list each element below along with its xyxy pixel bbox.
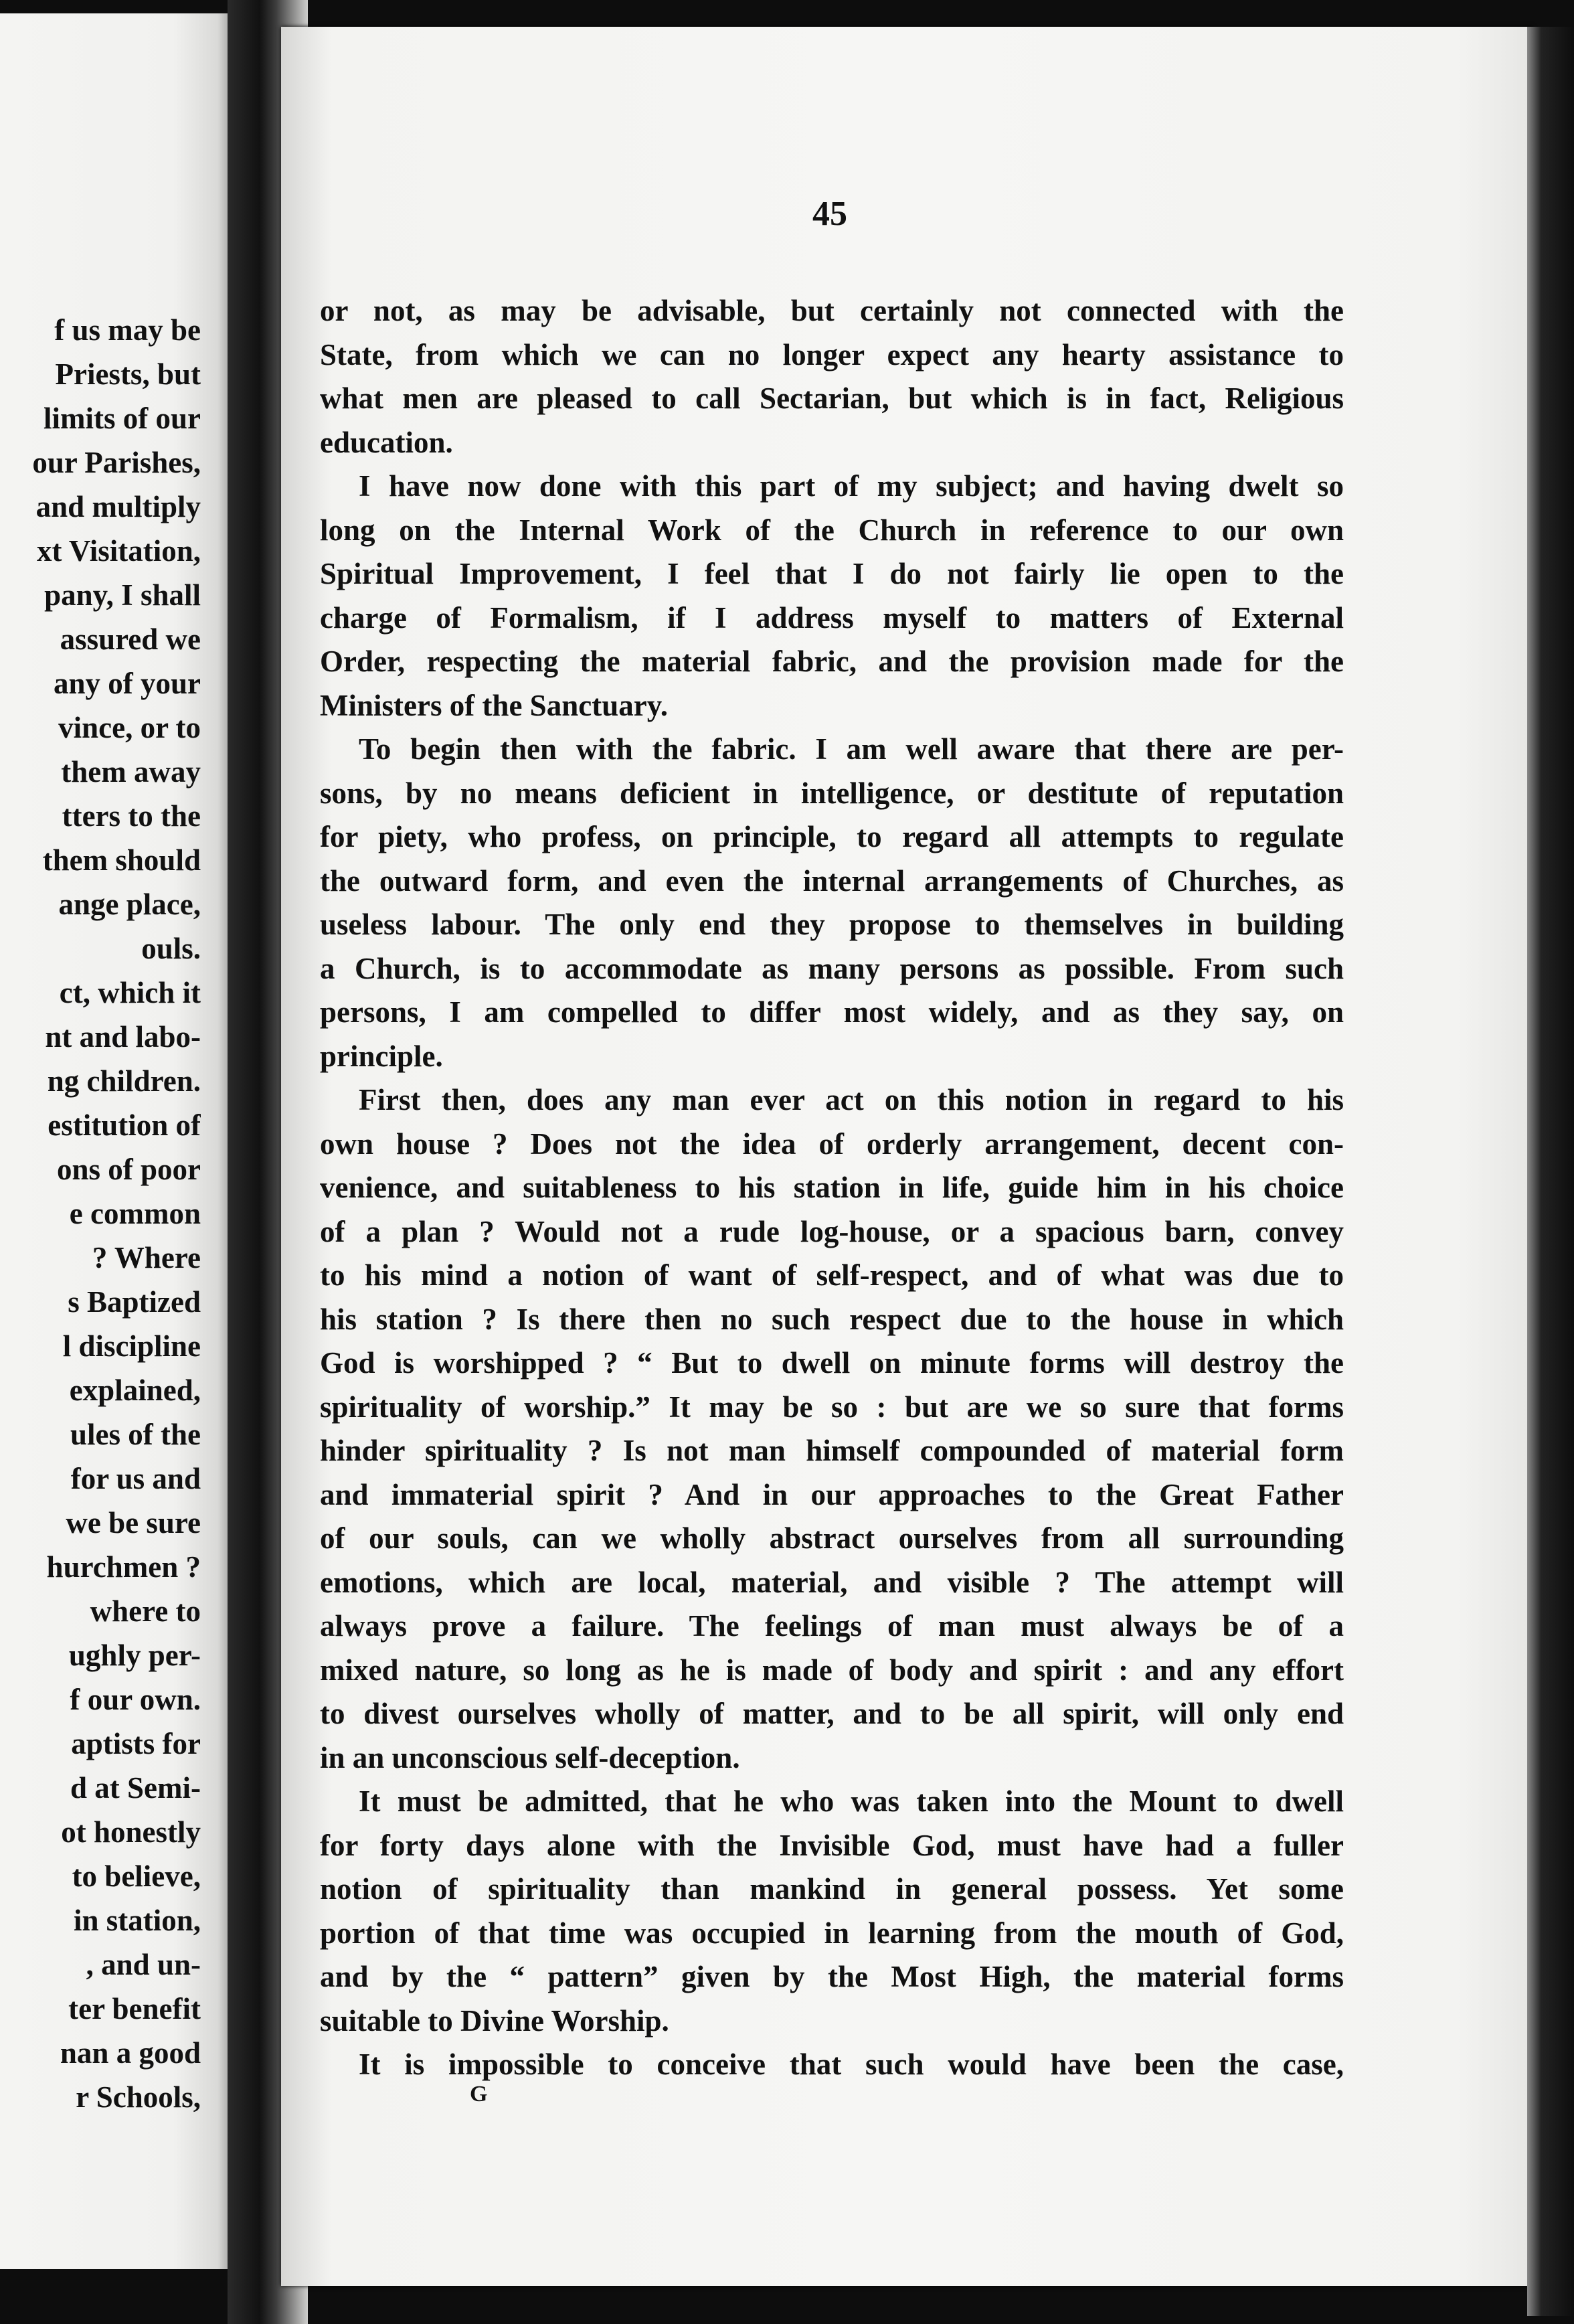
previous-page-line: for us and <box>70 1462 201 1495</box>
previous-page-line: ? Where <box>92 1241 201 1274</box>
paragraph <box>320 1078 1344 1780</box>
previous-page-line: ons of poor <box>56 1153 201 1186</box>
previous-page-line: them should <box>42 843 201 877</box>
previous-page-line: ot honestly <box>61 1815 201 1849</box>
previous-page-line: ange place, <box>58 888 201 921</box>
previous-page-line: assured we <box>60 622 201 656</box>
previous-page-line: tters to the <box>62 799 201 833</box>
text-line: Ministers of the Sanctuary. <box>320 688 668 722</box>
previous-page-line: our Parishes, <box>32 446 201 479</box>
text-line: always prove a failure. The feelings of man must always be of a <box>320 1609 1344 1643</box>
previous-page-line: to believe, <box>72 1859 201 1893</box>
previous-page-line: in station, <box>73 1904 201 1937</box>
previous-page-line: ouls. <box>141 932 201 965</box>
previous-page-line: limits of our <box>43 402 201 435</box>
previous-page-line: explained, <box>69 1374 201 1407</box>
text-line: It is impossible to conceive that such would have been the case, <box>359 2048 1344 2081</box>
paragraph <box>320 1780 1344 2043</box>
paragraph <box>320 728 1344 1078</box>
text-line: emotions, which are local, material, and visible ? The attempt will <box>320 1565 1344 1599</box>
page-body-text <box>320 289 1344 2087</box>
paragraph <box>320 465 1344 728</box>
text-line: for forty days alone with the Invisible God, must have had a fuller <box>320 1828 1344 1862</box>
previous-page-line: nan a good <box>60 2036 201 2070</box>
previous-page-line: r Schools, <box>76 2080 201 2114</box>
text-line: I have now done with this part of my subject; and having dwelt so <box>359 469 1344 503</box>
text-line: venience, and suitableness to his station in life, guide him in his choice <box>320 1171 1344 1204</box>
previous-page-line: vince, or to <box>58 711 201 744</box>
previous-page-line: any of your <box>53 667 201 700</box>
text-line: of our souls, can we wholly abstract ourselves from all surrounding <box>320 1521 1344 1555</box>
text-line: and immaterial spirit ? And in our approaches to the Great Father <box>320 1477 1344 1511</box>
text-line: what men are pleased to call Sectarian, but which is in fact, Religious <box>320 382 1344 415</box>
text-line: mixed nature, so long as he is made of body and spirit : and any effort <box>320 1653 1344 1687</box>
text-line: sons, by no means deficient in intelligence, or destitute of reputation <box>320 776 1344 810</box>
page-edge-shadow <box>1527 27 1574 2316</box>
previous-page-line: ter benefit <box>68 1992 201 2025</box>
previous-page-line: nt and labo- <box>45 1020 201 1054</box>
text-line: portion of that time was occupied in learning from the mouth of God, <box>320 1916 1344 1950</box>
page-number: 45 <box>812 195 847 233</box>
text-line: State, from which we can no longer expect any hearty assistance to <box>320 337 1344 371</box>
text-line: charge of Formalism, if I address myself to matters of External <box>320 600 1344 635</box>
previous-page-line: estitution of <box>48 1108 201 1142</box>
signature-mark: G <box>470 2082 488 2106</box>
text-line: God is worshipped ? “ But to dwell on minute forms will destroy the <box>320 1346 1344 1380</box>
text-line: To begin then with the fabric. I am well aware that there are per- <box>359 732 1344 766</box>
text-line: Spiritual Improvement, I feel that I do not fairly lie open to the <box>320 557 1344 590</box>
text-line: principle. <box>320 1039 443 1073</box>
text-line: for piety, who profess, on principle, to regard all attempts to regulate <box>320 820 1344 853</box>
text-line: in an unconscious self-deception. <box>320 1740 740 1774</box>
previous-page-line: them away <box>61 755 201 788</box>
text-line: spirituality of worship.” It may be so : but are we so sure that forms <box>320 1390 1344 1424</box>
previous-page-line: where to <box>90 1594 201 1628</box>
text-line: his station ? Is there then no such respect due to the house in which <box>320 1302 1344 1336</box>
previous-page-line: hurchmen ? <box>46 1550 201 1584</box>
previous-page-line: aptists for <box>71 1727 201 1760</box>
previous-page-line: pany, I shall <box>44 578 201 612</box>
previous-page-line: f our own. <box>70 1683 201 1716</box>
text-line: notion of spirituality than mankind in general possess. Yet some <box>320 1872 1344 1906</box>
paragraph <box>320 2043 1344 2087</box>
text-line: or not, as may be advisable, but certainly not connected with the <box>320 294 1344 327</box>
text-line: hinder spirituality ? Is not man himself compounded of material form <box>320 1434 1344 1467</box>
previous-page-line: ules of the <box>70 1418 201 1451</box>
text-line: persons, I am compelled to differ most widely, and as they say, on <box>320 995 1344 1029</box>
previous-page-line: s Baptized <box>68 1285 201 1319</box>
text-line: to divest ourselves wholly of matter, and to be all spirit, will only end <box>320 1697 1344 1730</box>
text-line: of a plan ? Would not a rude log-house, or a spacious barn, convey <box>320 1214 1344 1248</box>
text-line: suitable to Divine Worship. <box>320 2003 669 2038</box>
text-line: long on the Internal Work of the Church in reference to our own <box>320 513 1344 547</box>
previous-page-line: e common <box>69 1197 201 1230</box>
previous-page-line: ng children. <box>47 1064 201 1098</box>
text-line: It must be admitted, that he who was taken into the Mount to dwell <box>359 1784 1344 1818</box>
previous-page-line: f us may be <box>54 313 201 347</box>
text-line: the outward form, and even the internal arrangements of Churches, as <box>320 863 1344 898</box>
previous-page-line: l discipline <box>62 1329 201 1363</box>
previous-page-text <box>0 308 201 2119</box>
text-line: and by the “ pattern” given by the Most High, the material forms <box>320 1960 1344 1993</box>
text-line: useless labour. The only end they propose to themselves in building <box>320 908 1344 941</box>
previous-page-line: we be sure <box>66 1506 201 1540</box>
previous-page-line: xt Visitation, <box>36 534 201 568</box>
text-line: First then, does any man ever act on this notion in regard to his <box>359 1083 1344 1116</box>
text-line: to his mind a notion of want of self-respect, and of what was due to <box>320 1258 1344 1292</box>
paragraph <box>320 289 1344 465</box>
text-line: education. <box>320 425 453 459</box>
text-line: a Church, is to accommodate as many persons as possible. From such <box>320 951 1344 985</box>
previous-page-line: Priests, but <box>55 357 201 391</box>
previous-page-line: ct, which it <box>59 976 201 1009</box>
text-line: own house ? Does not the idea of orderly arrangement, decent con- <box>320 1127 1344 1161</box>
previous-page-line: ughly per- <box>68 1639 201 1672</box>
text-line: Order, respecting the material fabric, and the provision made for the <box>320 645 1344 678</box>
previous-page-edge <box>0 13 248 2269</box>
previous-page-line: and multiply <box>35 490 201 523</box>
previous-page-line: d at Semi- <box>70 1771 201 1805</box>
previous-page-line: , and un- <box>86 1948 201 1981</box>
